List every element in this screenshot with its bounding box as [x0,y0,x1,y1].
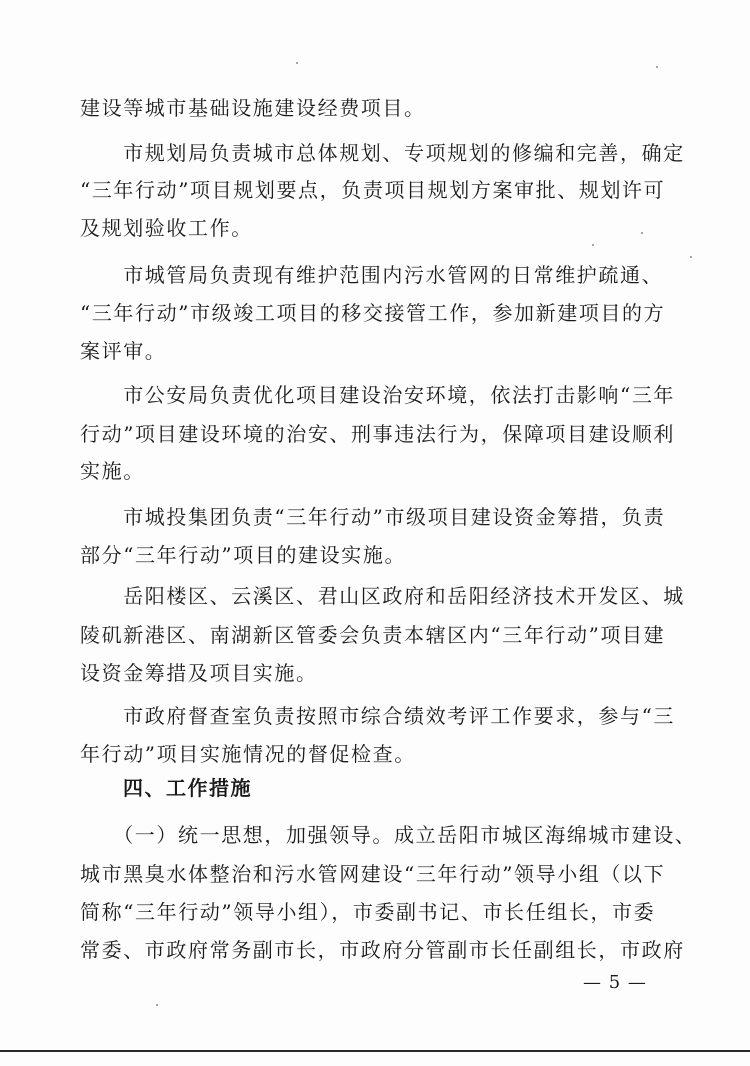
scan-bottom-edge [0,1050,750,1052]
text-line: 年行动”项目实施情况的督促检查。 [80,742,416,766]
text-line: 市政府督查室负责按照市综合绩效考评工作要求，参与“三 [80,704,676,728]
text-line: 设资金筹措及项目实施。 [80,661,318,685]
text-line: 简称“三年行动”领导小组），市委副书记、市长任组长，市委 [80,900,656,924]
scan-speck [690,256,692,258]
text-line: 建设等城市基础设施建设经费项目。 [80,96,426,120]
text-line: 市公安局负责优化项目建设治安环境，依法打击影响“三年 [80,383,676,407]
text-line: 市城投集团负责“三年行动”市级项目建设资金筹措，负责 [80,505,666,529]
scan-speck [656,66,658,68]
text-line: 行动”项目建设环境的治安、刑事违法行为，保障项目建设顺利 [80,422,676,446]
text-line: 常委、市政府常务副市长，市政府分管副市长任副组长，市政府 [80,938,685,962]
page-number: — 5 — [583,972,647,993]
scan-speck [156,1004,158,1006]
text-line: “三年行动”市级竣工项目的移交接管工作，参加新建项目的方 [80,301,666,325]
text-line: 市规划局负责城市总体规划、专项规划的修编和完善，确定 [80,141,685,165]
text-line: 及规划验收工作。 [80,216,253,240]
text-line: （一）统一思想，加强领导。成立岳阳市城区海绵城市建设、 [80,823,697,847]
text-line: 部分“三年行动”项目的建设实施。 [80,543,407,567]
scan-speck [641,232,643,234]
text-line: 案评审。 [80,339,167,363]
text-line: 实施。 [80,459,145,483]
section-heading: 四、工作措施 [80,776,252,800]
scan-speck [296,62,298,64]
text-line: “三年行动”项目规划要点，负责项目规划方案审批、规划许可 [80,178,666,202]
text-line: 市城管局负责现有维护范围内污水管网的日常维护疏通、 [80,263,664,287]
text-line: 陵矶新港区、南湖新区管委会负责本辖区内“三年行动”项目建 [80,623,666,647]
scan-speck [592,244,594,246]
text-line: 岳阳楼区、云溪区、君山区政府和岳阳经济技术开发区、城 [80,584,685,608]
text-line: 城市黑臭水体整治和污水管网建设“三年行动”领导小组（以下 [80,862,666,886]
